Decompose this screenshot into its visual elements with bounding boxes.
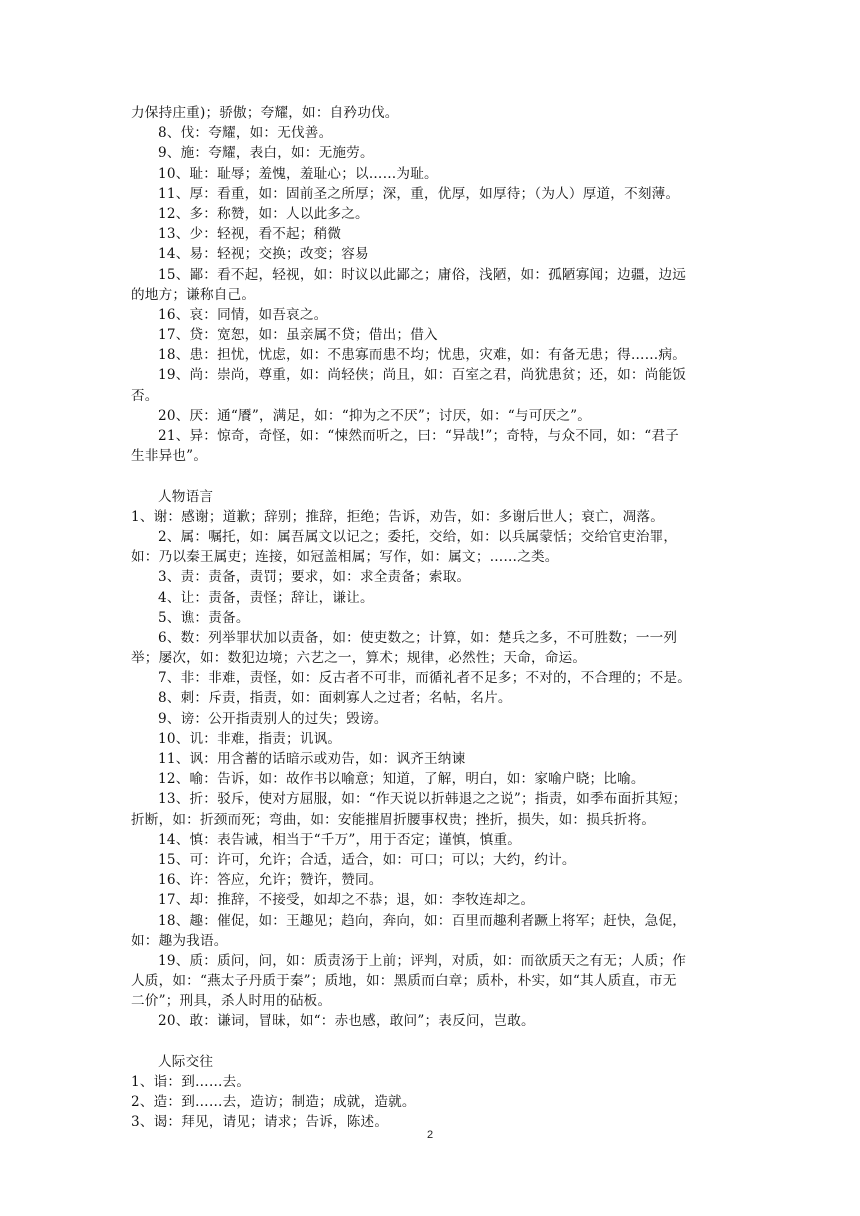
text-line: 4、让：责备，责怪；辞让，谦让。 xyxy=(158,589,374,606)
text-line: 12、喻：告诉，如：故作书以喻意；知道，了解，明白，如：家喻户晓；比喻。 xyxy=(158,771,645,788)
text-line: 13、少：轻视，看不起；稍微 xyxy=(158,226,342,243)
text-line: 8、刺：斥责，指责，如：面刺寡人之过者；名帖，名片。 xyxy=(158,690,512,707)
text-line: 力保持庄重)；骄傲；夸耀，如：自矜功伐。 xyxy=(131,105,399,121)
text-line: 7、非：非难，责怪，如：反古者不可非，而循礼者不足多；不对的，不合理的；不是。 xyxy=(158,670,692,687)
section-heading: 人际交往 xyxy=(158,1053,214,1070)
text-line: 举；屡次，如：数犯边境；六艺之一，算术；规律，必然性；天命，命运。 xyxy=(131,650,587,667)
text-line: 10、讥：非难，指责；讥讽。 xyxy=(158,730,342,747)
text-line: 3、责：责备，责罚；要求，如：求全责备；索取。 xyxy=(158,569,471,586)
text-line: 19、质：质问，问，如：质责汤于上前；评判，对质，如：而欲质天之有无；人质；作 xyxy=(158,952,687,969)
text-line: 14、慎：表告诫，相当于“千万”，用于否定；谨慎，慎重。 xyxy=(158,831,522,848)
text-line: 二价”；刑具，杀人时用的砧板。 xyxy=(131,993,332,1010)
text-line: 20、敢：谦词，冒昧，如“：赤也感，敢问”；表反问，岂敢。 xyxy=(158,1013,535,1030)
text-line: 18、趣：催促，如：王趣见；趋向，奔向，如：百里而趣利者蹶上将军；赶快，急促， xyxy=(158,912,687,929)
text-line: 折断，如：折颈而死；弯曲，如：安能摧眉折腰事权贵；挫折，损失，如：损兵折将。 xyxy=(131,811,656,828)
text-line: 15、可：许可，允许；合适，适合，如：可口；可以；大约，约计。 xyxy=(158,851,576,868)
text-line: 15、鄙：看不起，轻视，如：时议以此鄙之；庸俗，浅陋，如：孤陋寡闻；边疆，边远 xyxy=(158,266,687,283)
text-line: 12、多：称赞，如：人以此多之。 xyxy=(158,205,369,222)
text-line: 21、异：惊奇，奇怪，如：“悚然而听之，曰：“异哉!”；奇特，与众不同，如：“君子 xyxy=(158,428,679,444)
text-line: 8、伐：夸耀，如：无伐善。 xyxy=(158,125,333,142)
blank-line xyxy=(131,1032,731,1052)
page-number: 2 xyxy=(426,1129,434,1141)
text-line: 如：乃以秦王属吏；连接，如冠盖相属；写作，如：属文；……之类。 xyxy=(131,549,559,566)
text-line: 的地方；谦称自己。 xyxy=(131,286,256,303)
text-line: 如：趣为我语。 xyxy=(131,932,228,949)
text-line: 17、却：推辞，不接受，如却之不恭；退，如：李牧连却之。 xyxy=(158,892,535,909)
text-line: 20、厌：通“餍”，满足，如：“抑为之不厌”；讨厌，如：“与可厌之”。 xyxy=(158,407,592,424)
text-line: 2、造：到……去，造访；制造；成就，造就。 xyxy=(131,1094,416,1111)
text-line: 9、谤：公开指责别人的过失；毁谤。 xyxy=(158,710,388,727)
text-line: 18、患：担忧，忧虑，如：不患寡而患不均；忧患，灾难，如：有备无患；得……病。 xyxy=(158,347,687,364)
text-line: 人质，如：“燕太子丹质于秦”；质地，如：黑质而白章；质朴，朴实，如“其人质直，市无 xyxy=(131,973,677,990)
text-line: 3、谒：拜见，请见；请求；告诉，陈述。 xyxy=(131,1114,389,1131)
text-line: 1、诣：到……去。 xyxy=(131,1074,251,1090)
text-line: 16、许：答应，允许；赞许，赞同。 xyxy=(158,872,383,889)
text-line: 11、厚：看重，如：固前圣之所厚；深，重，优厚，如厚待；（为人）厚道，不刻薄。 xyxy=(158,185,680,202)
text-line: 17、贷：宽恕，如：虽亲属不贷；借出；借入 xyxy=(158,327,438,344)
text-line: 6、数：列举罪状加以责备，如：使吏数之；计算，如：楚兵之多，不可胜数；一一列 xyxy=(158,629,678,646)
text-line: 16、哀：同情，如吾哀之。 xyxy=(158,306,328,323)
text-line: 10、耻：耻辱；羞愧，羞耻心；以……为耻。 xyxy=(158,165,438,182)
text-line: 13、折：驳斥，使对方屈服，如：“作天说以折韩退之之说”；指责，如季布面折其短； xyxy=(158,791,687,808)
document-body xyxy=(131,103,731,1133)
text-line: 14、易：轻视；交换；改变；容易 xyxy=(158,246,369,263)
blank-line xyxy=(131,466,731,486)
text-line: 5、谯：责备。 xyxy=(158,609,250,626)
text-line: 9、施：夸耀，表白，如：无施劳。 xyxy=(158,145,374,162)
text-line: 19、尚：崇尚，尊重，如：尚轻侠；尚且，如：百室之君，尚犹患贫；还，如：尚能饭 xyxy=(158,367,687,384)
text-line: 否。 xyxy=(131,387,159,404)
text-line: 11、讽：用含蓄的话暗示或劝告，如：讽齐王纳谏 xyxy=(158,751,466,767)
section-heading: 人物语言 xyxy=(158,488,214,505)
text-line: 2、属：嘱托，如：属吾属文以记之；委托，交给，如：以兵属蒙恬；交给官吏治罪， xyxy=(158,528,678,545)
text-line: 1、谢：感谢；道歉；辞别；推辞，拒绝；告诉，劝告，如：多谢后世人；衰亡，凋落。 xyxy=(131,508,665,525)
text-line: 生非异也”。 xyxy=(131,448,208,465)
